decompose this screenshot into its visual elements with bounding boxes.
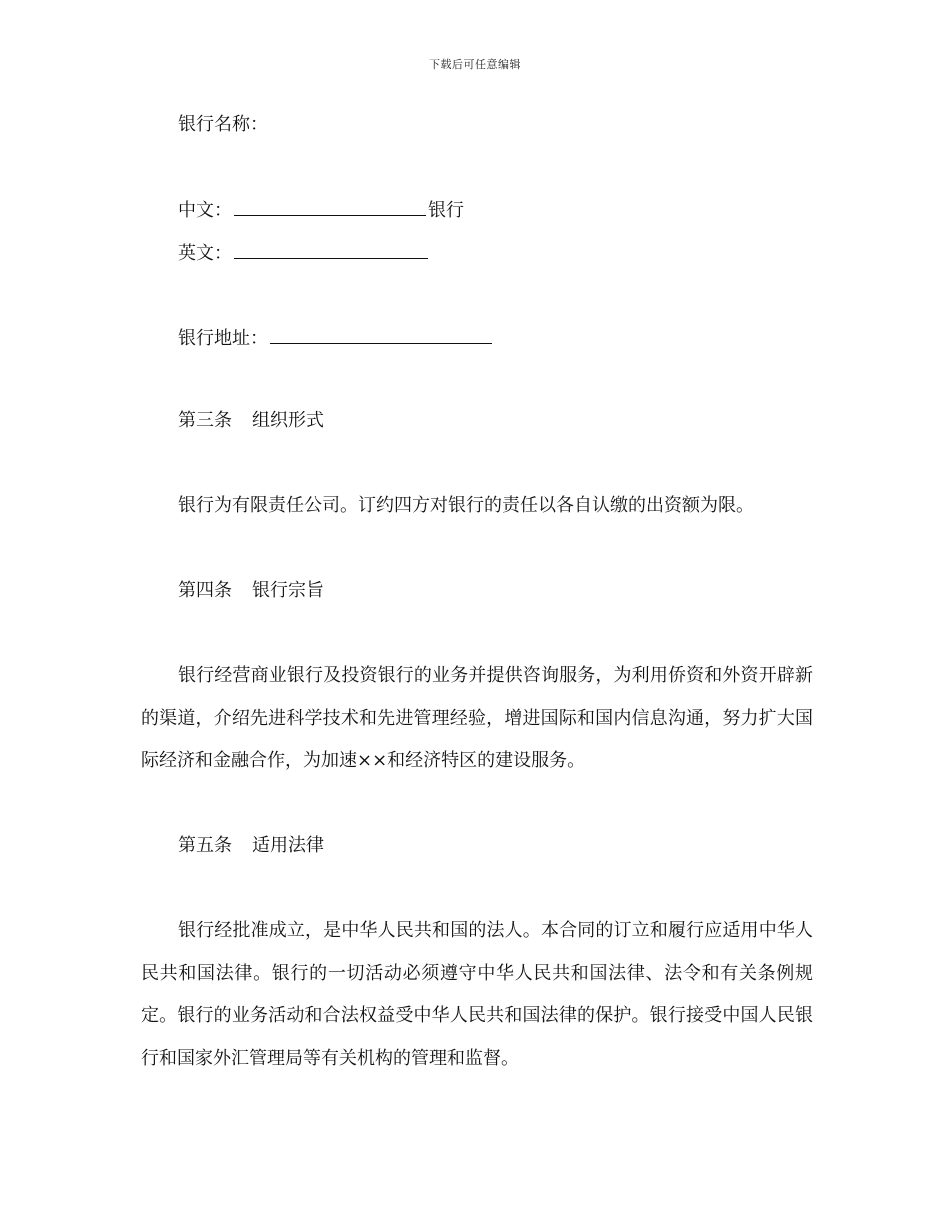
address-blank[interactable]	[270, 325, 492, 344]
article5-body: 银行经批准成立，是中华人民共和国的法人。本合同的订立和履行应适用中华人民共和国法律。银行的一切活动必须遵守中华人民共和国法律、法令和有关条例规定。银行的业务活动和合法权益受中华人民共和国法律的保护。银行接受中国人民银行和国家外汇管理局等有关机构的管理和监督。	[141, 920, 813, 1069]
article3-heading	[178, 409, 324, 433]
chinese-name-row	[178, 197, 464, 223]
article3-body: 银行为有限责任公司。订约四方对银行的责任以各自认缴的出资额为限。	[178, 495, 754, 516]
article5-number: 第五条	[178, 835, 232, 856]
article5-title: 适用法律	[252, 835, 324, 856]
article4-title: 银行宗旨	[252, 580, 324, 601]
chinese-name-blank[interactable]	[234, 197, 426, 216]
article3-title: 组织形式	[252, 410, 324, 431]
article5-heading	[178, 834, 324, 858]
chinese-name-suffix: 银行	[428, 200, 464, 221]
english-name-label: 英文：	[178, 243, 232, 264]
english-name-row	[178, 240, 430, 266]
address-label: 银行地址：	[178, 328, 268, 349]
article4-heading	[178, 579, 324, 603]
bank-name-label: 银行名称：	[178, 114, 268, 135]
article4-number: 第四条	[178, 580, 232, 601]
article3-number: 第三条	[178, 410, 232, 431]
article4-body: 银行经营商业银行及投资银行的业务并提供咨询服务，为利用侨资和外资开辟新的渠道，介绍先进科学技术和先进管理经验，增进国际和国内信息沟通，努力扩大国际经济和金融合作，为加速××和经济特区的建设服务。	[141, 665, 813, 771]
chinese-name-label: 中文：	[178, 200, 232, 221]
address-row	[178, 325, 494, 351]
english-name-blank[interactable]	[234, 240, 428, 259]
page-header: 下载后可任意编辑	[429, 58, 521, 71]
